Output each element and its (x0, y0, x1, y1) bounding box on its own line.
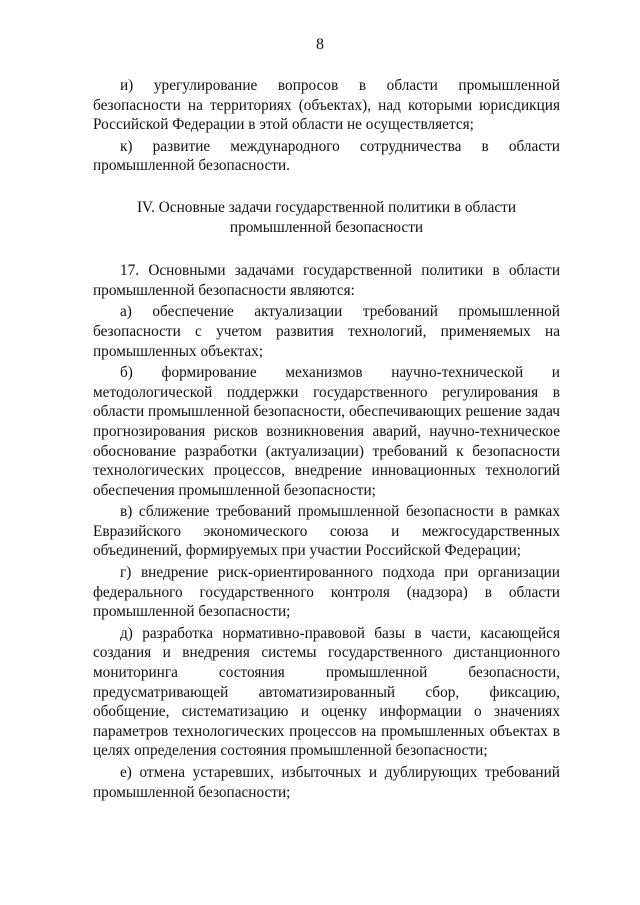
paragraph-item-e: е) отмена устаревших, избыточных и дублирующих требований промышленной безопасности; (93, 764, 560, 801)
document-body (93, 76, 560, 804)
section-heading (93, 198, 560, 237)
paragraph-item-v: в) сближение требований промышленной безопасности в рамках Евразийского экономического союза и межгосударственных объединений, формируемых при участии Российской Федерации; (93, 503, 560, 560)
paragraph-item-g: г) внедрение риск-ориентированного подхода при организации федерального государственного контроля (надзора) в области промышленной безопасности; (93, 564, 560, 621)
paragraph-item-a: а) обеспечение актуализации требований промышленной безопасности с учетом развития технологий, применяемых на промышленных объектах; (93, 303, 560, 360)
paragraph-item-i: и) урегулирование вопросов в области промышленной безопасности на территориях (объектах), над которыми юрисдикция Российской Федерации в этой области не осуществляется; (93, 77, 560, 134)
section-heading-line-2: промышленной безопасности (229, 218, 424, 236)
paragraph-item-b: б) формирование механизмов научно-технической и методологической поддержки государственного регулирования в области промышленной безопасности, обеспечивающих решение задач прогнозирования рисков возникновения аварий, научно-техническое обоснование разработки (актуализации) требований к безопасности технологических процессов, внедрение инновационных технологий обеспечения промышленной безопасности; (93, 364, 560, 499)
paragraph-item-d: д) разработка нормативно-правовой базы в части, касающейся создания и внедрения системы государственного дистанционного мониторинга состояния промышленной безопасности, предусматривающей автоматизированный сбор, фиксацию, обобщение, систематизацию и оценку информации о значениях параметров технологических процессов на промышленных объектах в целях определения состояния промышленной безопасности; (93, 624, 560, 760)
paragraph-17-intro: 17. Основными задачами государственной политики в области промышленной безопасности являются: (93, 262, 560, 299)
paragraph-item-k: к) развитие международного сотрудничества в области промышленной безопасности. (93, 137, 560, 175)
page-number: 8 (316, 36, 324, 53)
section-heading-line-1: IV. Основные задачи государственной политики в области (136, 198, 517, 216)
